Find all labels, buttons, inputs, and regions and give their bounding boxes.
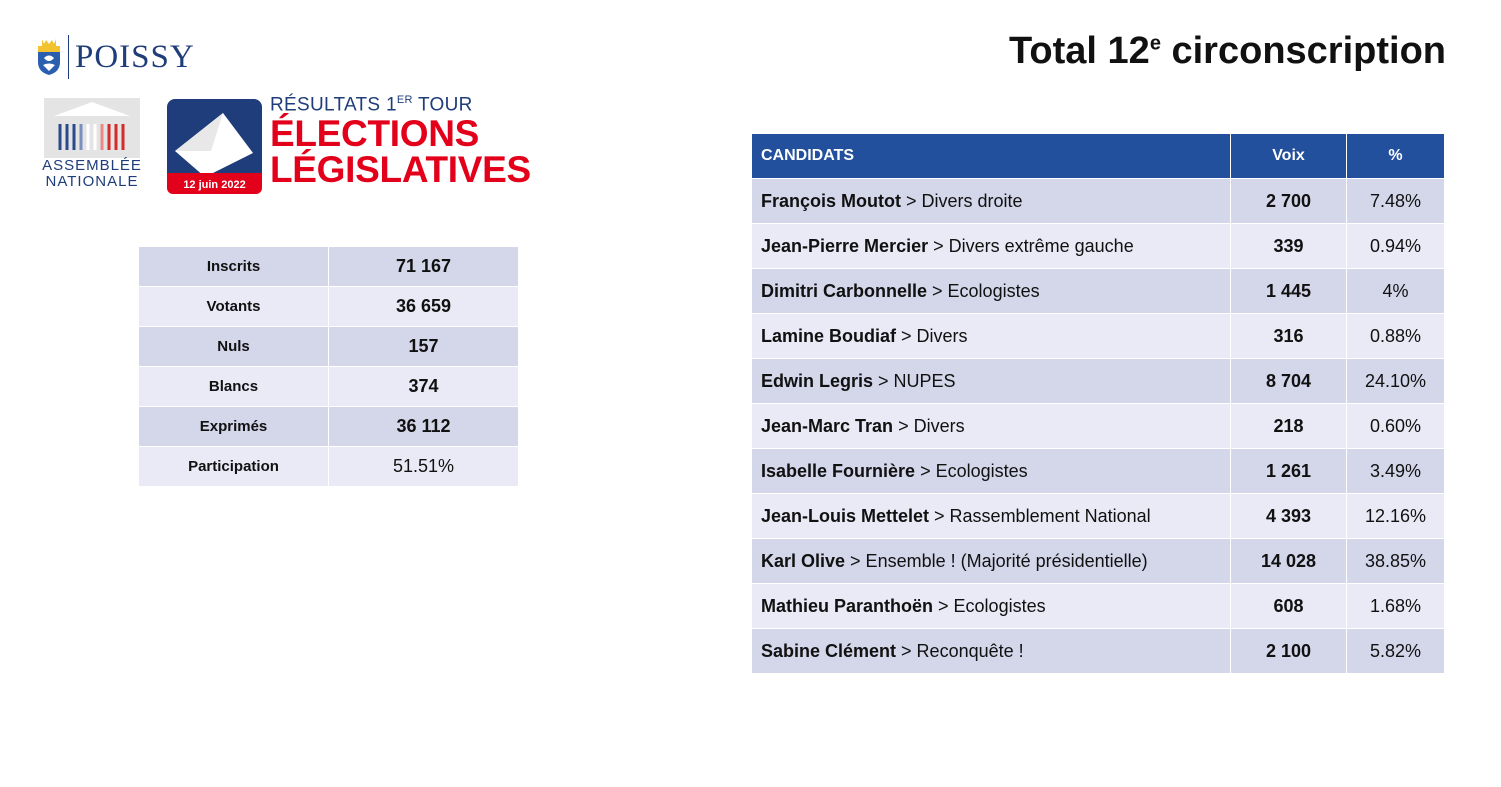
candidate-party: > Divers <box>893 415 965 436</box>
table-row <box>752 179 1445 224</box>
candidate-votes: 2 700 <box>1231 179 1347 224</box>
candidate-cell <box>752 449 1231 494</box>
table-row <box>139 367 519 407</box>
table-row <box>752 494 1445 539</box>
candidate-name: Jean-Marc Tran <box>761 415 894 436</box>
candidate-votes: 2 100 <box>1231 629 1347 674</box>
table-row <box>752 449 1445 494</box>
candidate-party: > Ecologistes <box>915 460 1028 481</box>
candidate-percent: 5.82% <box>1347 629 1445 674</box>
candidate-cell <box>752 314 1231 359</box>
table-row <box>752 629 1445 674</box>
candidate-votes: 8 704 <box>1231 359 1347 404</box>
candidate-name: Mathieu Paranthoën <box>761 595 934 616</box>
candidate-name: Jean-Pierre Mercier <box>761 235 929 256</box>
table-row <box>139 447 519 487</box>
stat-value: 36 112 <box>329 407 519 447</box>
candidate-percent: 4% <box>1347 269 1445 314</box>
candidate-percent: 0.94% <box>1347 224 1445 269</box>
header-candidates: CANDIDATS <box>752 134 1231 179</box>
stat-value: 36 659 <box>329 287 519 327</box>
candidate-party: > Divers droite <box>901 190 1023 211</box>
candidate-cell <box>752 629 1231 674</box>
candidate-percent: 24.10% <box>1347 359 1445 404</box>
candidate-cell <box>752 179 1231 224</box>
table-header-row <box>752 134 1445 179</box>
candidate-votes: 14 028 <box>1231 539 1347 584</box>
assembly-building-icon <box>44 98 140 158</box>
election-date: 12 juin 2022 <box>183 179 246 191</box>
table-row <box>139 247 519 287</box>
candidate-percent: 0.88% <box>1347 314 1445 359</box>
candidate-percent: 0.60% <box>1347 404 1445 449</box>
table-row <box>752 359 1445 404</box>
table-row <box>139 327 519 367</box>
stat-value: 51.51% <box>329 447 519 487</box>
candidate-cell <box>752 584 1231 629</box>
ballot-envelope-badge <box>167 99 262 194</box>
header-votes: Voix <box>1231 134 1347 179</box>
candidate-percent: 7.48% <box>1347 179 1445 224</box>
candidate-party: > Reconquête ! <box>896 640 1024 661</box>
candidate-party: > Ecologistes <box>933 595 1046 616</box>
poissy-logo <box>36 34 195 80</box>
candidate-cell <box>752 404 1231 449</box>
candidate-name: Dimitri Carbonnelle <box>761 280 928 301</box>
table-row <box>752 224 1445 269</box>
stat-label: Votants <box>139 287 329 327</box>
stat-value: 71 167 <box>329 247 519 287</box>
candidate-votes: 4 393 <box>1231 494 1347 539</box>
stat-label: Exprimés <box>139 407 329 447</box>
candidates-table <box>751 133 1445 674</box>
turnout-table <box>138 246 519 487</box>
candidate-party: > Divers <box>896 325 968 346</box>
table-row <box>752 539 1445 584</box>
elections-heading <box>270 94 531 191</box>
candidate-name: Jean-Louis Mettelet <box>761 505 930 526</box>
table-row <box>139 287 519 327</box>
candidate-percent: 3.49% <box>1347 449 1445 494</box>
candidate-cell <box>752 269 1231 314</box>
candidate-name: Lamine Boudiaf <box>761 325 897 346</box>
candidate-name: François Moutot <box>761 190 901 211</box>
elections-line-1: ÉLECTIONS <box>270 113 480 155</box>
city-shield-icon <box>36 38 62 76</box>
stat-label: Nuls <box>139 327 329 367</box>
header-percent: % <box>1347 134 1445 179</box>
elections-line-2: LÉGISLATIVES <box>270 149 531 191</box>
candidate-percent: 12.16% <box>1347 494 1445 539</box>
logo-separator <box>68 35 69 79</box>
stat-label: Participation <box>139 447 329 487</box>
stat-label: Blancs <box>139 367 329 407</box>
candidate-party: > Ensemble ! (Majorité présidentielle) <box>845 550 1148 571</box>
table-row <box>752 269 1445 314</box>
candidate-votes: 316 <box>1231 314 1347 359</box>
page-title: Total 12e circonscription <box>1009 30 1446 72</box>
candidate-votes: 1 445 <box>1231 269 1347 314</box>
results-round: RÉSULTATS 1ER TOUR <box>270 94 473 116</box>
table-row <box>752 314 1445 359</box>
candidate-name: Sabine Clément <box>761 640 897 661</box>
assembly-line-2: NATIONALE <box>45 173 139 190</box>
candidate-name: Karl Olive <box>761 550 846 571</box>
candidate-name: Edwin Legris <box>761 370 874 391</box>
candidate-cell <box>752 224 1231 269</box>
stat-label: Inscrits <box>139 247 329 287</box>
candidate-percent: 38.85% <box>1347 539 1445 584</box>
stat-value: 374 <box>329 367 519 407</box>
ballot-envelope-icon <box>167 99 262 194</box>
candidate-party: > Ecologistes <box>927 280 1040 301</box>
candidate-name: Isabelle Fournière <box>761 460 916 481</box>
candidate-votes: 1 261 <box>1231 449 1347 494</box>
assemblee-nationale-logo <box>36 98 148 190</box>
table-row <box>139 407 519 447</box>
assembly-line-1: ASSEMBLÉE <box>42 157 142 174</box>
candidate-votes: 339 <box>1231 224 1347 269</box>
city-name: POISSY <box>75 38 195 75</box>
candidate-votes: 608 <box>1231 584 1347 629</box>
candidate-party: > NUPES <box>873 370 956 391</box>
table-row <box>752 404 1445 449</box>
candidate-percent: 1.68% <box>1347 584 1445 629</box>
candidate-cell <box>752 494 1231 539</box>
candidate-votes: 218 <box>1231 404 1347 449</box>
candidate-cell <box>752 359 1231 404</box>
stat-value: 157 <box>329 327 519 367</box>
table-row <box>752 584 1445 629</box>
candidate-party: > Rassemblement National <box>929 505 1151 526</box>
candidate-cell <box>752 539 1231 584</box>
candidate-party: > Divers extrême gauche <box>928 235 1134 256</box>
